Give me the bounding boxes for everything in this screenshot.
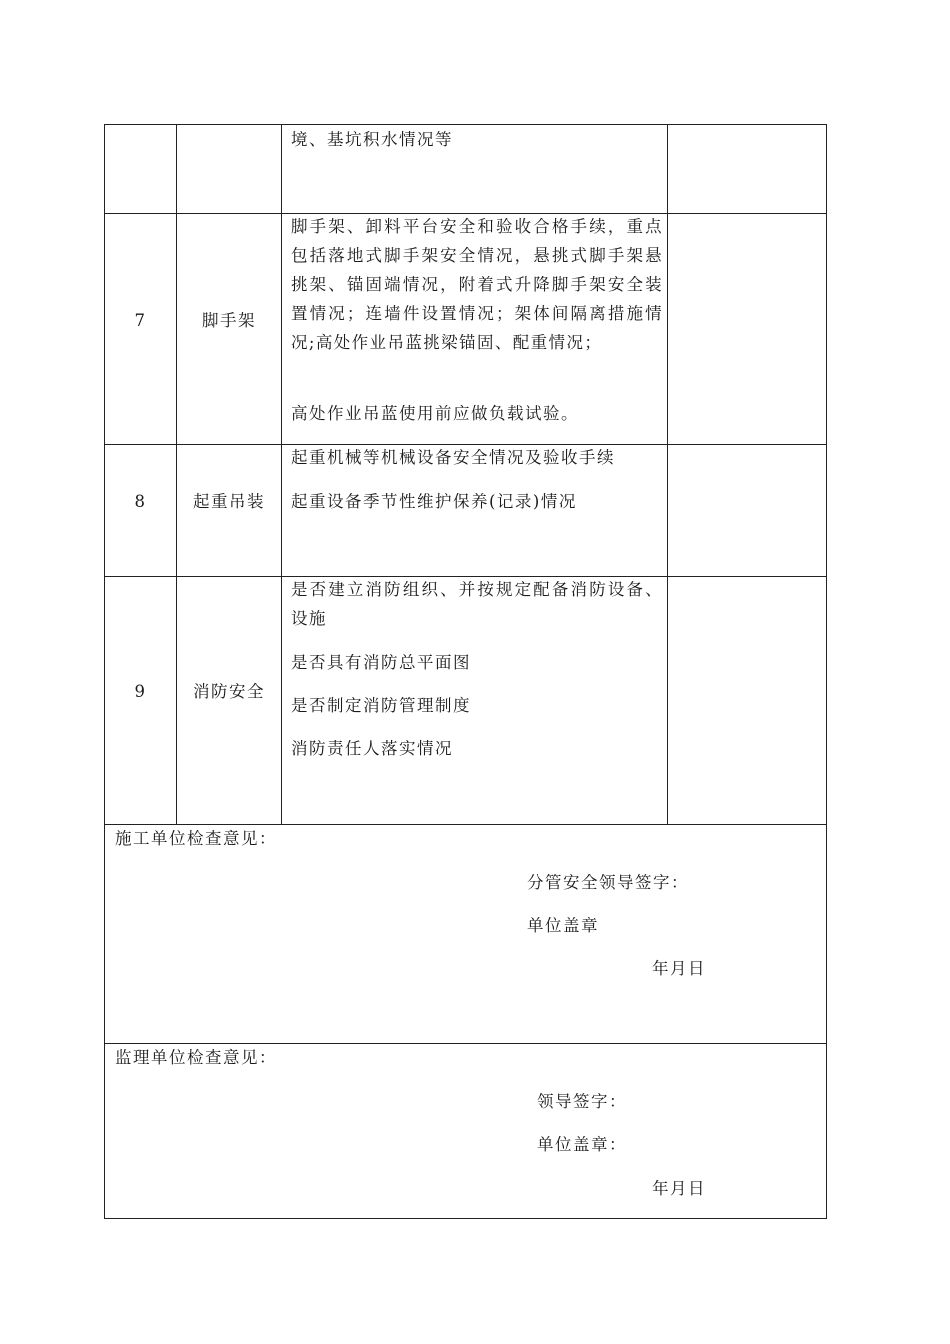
supervision-opinion-title: 监理单位检查意见： bbox=[115, 1048, 277, 1067]
col-divider bbox=[667, 125, 668, 824]
row-content-line: 高处作业吊蓝使用前应做负载试验。 bbox=[291, 404, 579, 423]
construction-signature-label: 分管安全领导签字： bbox=[527, 873, 689, 892]
row-number: 9 bbox=[134, 682, 147, 701]
row-content-line: 是否具有消防总平面图 bbox=[291, 653, 471, 672]
row-category: 起重吊装 bbox=[193, 492, 265, 511]
construction-opinion-title: 施工单位检查意见： bbox=[115, 829, 277, 848]
row-number: 7 bbox=[134, 311, 147, 330]
row-content-line: 起重设备季节性维护保养(记录)情况 bbox=[291, 492, 577, 511]
inspection-table bbox=[104, 124, 827, 1219]
row-content-paragraph: 脚手架、卸料平台安全和验收合格手续，重点包括落地式脚手架安全情况，悬挑式脚手架悬挑架、锚固端情况，附着式升降脚手架安全装置情况；连墙件设置情况；架体间隔离措施情况;高处作业吊蓝挑梁锚固、配重情况； bbox=[291, 217, 663, 352]
row-content-line: 起重机械等机械设备安全情况及验收手续 bbox=[291, 448, 615, 467]
row-content-line: 是否制定消防管理制度 bbox=[291, 696, 471, 715]
supervision-date-label: 年月日 bbox=[652, 1179, 706, 1198]
row-category: 脚手架 bbox=[202, 311, 256, 330]
construction-date-label: 年月日 bbox=[652, 959, 706, 978]
row-content-paragraph: 是否建立消防组织、并按规定配备消防设备、设施 bbox=[291, 580, 663, 628]
row-content-line: 境、基坑积水情况等 bbox=[291, 130, 453, 149]
row-category: 消防安全 bbox=[193, 682, 265, 701]
col-divider bbox=[281, 125, 282, 824]
col-divider bbox=[176, 125, 177, 824]
construction-seal-label: 单位盖章 bbox=[527, 916, 599, 935]
row-number: 8 bbox=[134, 492, 147, 511]
supervision-signature-label: 领导签字： bbox=[537, 1092, 627, 1111]
row-content-line: 消防责任人落实情况 bbox=[291, 739, 453, 758]
supervision-seal-label: 单位盖章： bbox=[537, 1135, 627, 1154]
